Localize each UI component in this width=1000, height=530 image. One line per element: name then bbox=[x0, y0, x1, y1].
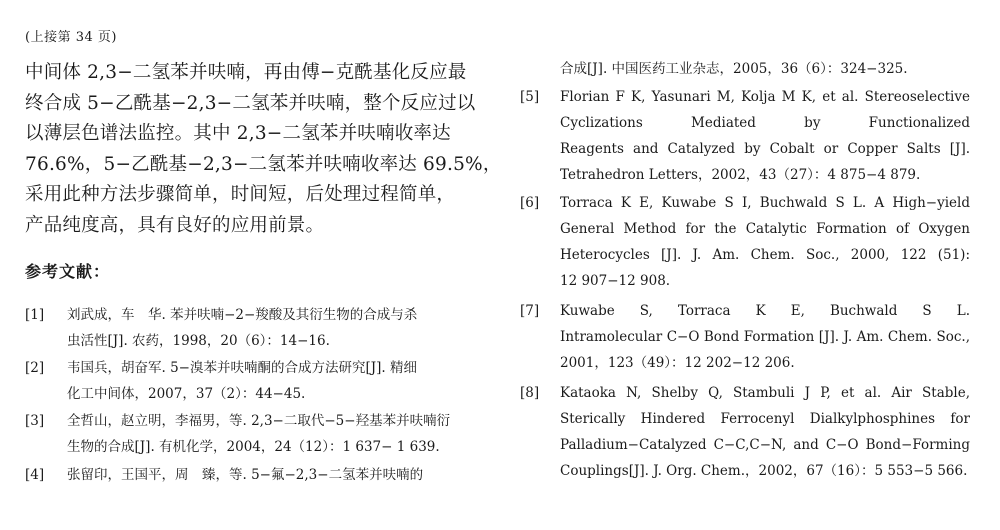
reference-number: [3] bbox=[25, 413, 45, 429]
reference-8 bbox=[520, 380, 970, 484]
reference-line: Heterocycles [J]. J. Am. Chem. Soc., 2000, 122 (51): bbox=[560, 247, 970, 263]
reference-number: [5] bbox=[520, 89, 540, 105]
reference-line: Torraca K E, Kuwabe S I, Buchwald S L. A High−yield bbox=[560, 195, 970, 211]
reference-line: Intramolecular C−O Bond Formation [J]. J. Am. Chem. Soc., bbox=[560, 329, 970, 345]
reference-number: [2] bbox=[25, 360, 45, 376]
reference-line: Reagents and Catalyzed by Cobalt or Copper Salts [J]. bbox=[560, 141, 970, 157]
body-line: 采用此种方法步骤简单，时间短，后处理过程简单， bbox=[25, 184, 456, 205]
reference-line: 虫活性[J]. 农药，1998，20（6）：14−16. bbox=[67, 333, 330, 349]
body-line: 终合成 5−乙酰基−2,3−二氢苯并呋喃，整个反应过以 bbox=[25, 92, 476, 114]
reference-number: [1] bbox=[25, 307, 45, 323]
reference-line: Couplings[J]. J. Org. Chem.，2002，67（16）：5 553−5 566. bbox=[560, 463, 968, 479]
reference-line: Sterically Hindered Ferrocenyl Dialkylphosphines for bbox=[560, 411, 970, 427]
reference-line: 合成[J]. 中国医药工业杂志，2005，36（6）：324−325. bbox=[560, 61, 908, 77]
reference-6 bbox=[520, 190, 970, 294]
reference-number: [7] bbox=[520, 303, 540, 319]
reference-line: 韦国兵，胡奋军. 5−溴苯并呋喃酮的合成方法研究[J]. 精细 bbox=[67, 360, 418, 376]
reference-line: Florian F K, Yasunari M, Kolja M K, et al. Stereoselective bbox=[560, 89, 970, 105]
reference-line: 刘武成，车 华. 苯并呋喃−2−羧酸及其衍生物的合成与杀 bbox=[67, 307, 418, 323]
reference-number: [8] bbox=[520, 385, 540, 401]
body-line: 产品纯度高，具有良好的应用前景。 bbox=[25, 214, 325, 236]
body-line: 中间体 2,3−二氢苯并呋喃，再由傅−克酰基化反应最 bbox=[25, 62, 467, 83]
reference-7 bbox=[520, 298, 970, 376]
reference-line: 化工中间体，2007，37（2）：44−45. bbox=[67, 386, 306, 402]
reference-line: General Method for the Catalytic Formation of Oxygen bbox=[560, 221, 970, 237]
reference-3 bbox=[25, 408, 480, 460]
reference-line: 全哲山，赵立明，李福男，等. 2,3−二取代−5−羟基苯并呋喃衍 bbox=[67, 413, 451, 429]
body-line: 以薄层色谱法监控。其中 2,3−二氢苯并呋喃收率达 bbox=[25, 123, 451, 144]
body-paragraph bbox=[25, 58, 502, 241]
continued-from-note: (上接第 34 页) bbox=[25, 30, 117, 45]
reference-number: [4] bbox=[25, 467, 45, 483]
reference-5 bbox=[520, 84, 970, 188]
reference-line: 2001，123（49）：12 202−12 206. bbox=[560, 355, 795, 371]
reference-1 bbox=[25, 302, 480, 354]
reference-line: 12 907−12 908. bbox=[560, 273, 671, 289]
references-heading: 参考文献： bbox=[25, 262, 111, 281]
reference-line: 张留印，王国平，周 臻，等. 5−氟−2,3−二氢苯并呋喃的 bbox=[67, 467, 424, 483]
reference-4 bbox=[25, 462, 480, 488]
body-line: 76.6%，5−乙酰基−2,3−二氢苯并呋喃收率达 69.5%， bbox=[25, 153, 502, 175]
reference-line: Kuwabe S, Torraca K E, Buchwald S L. bbox=[560, 303, 970, 319]
reference-number: [6] bbox=[520, 195, 540, 211]
reference-4-continuation bbox=[520, 56, 970, 82]
reference-2 bbox=[25, 355, 480, 407]
reference-line: Palladium−Catalyzed C−C,C−N, and C−O Bond−Forming bbox=[560, 437, 970, 453]
reference-line: Kataoka N, Shelby Q, Stambuli J P, et al. Air Stable, bbox=[560, 385, 970, 401]
reference-line: 生物的合成[J]. 有机化学，2004，24（12）：1 637− 1 639. bbox=[67, 439, 440, 455]
reference-line: Cyclizations Mediated by Functionalized bbox=[560, 115, 970, 131]
reference-line: Tetrahedron Letters，2002，43（27）：4 875−4 879. bbox=[560, 167, 921, 183]
